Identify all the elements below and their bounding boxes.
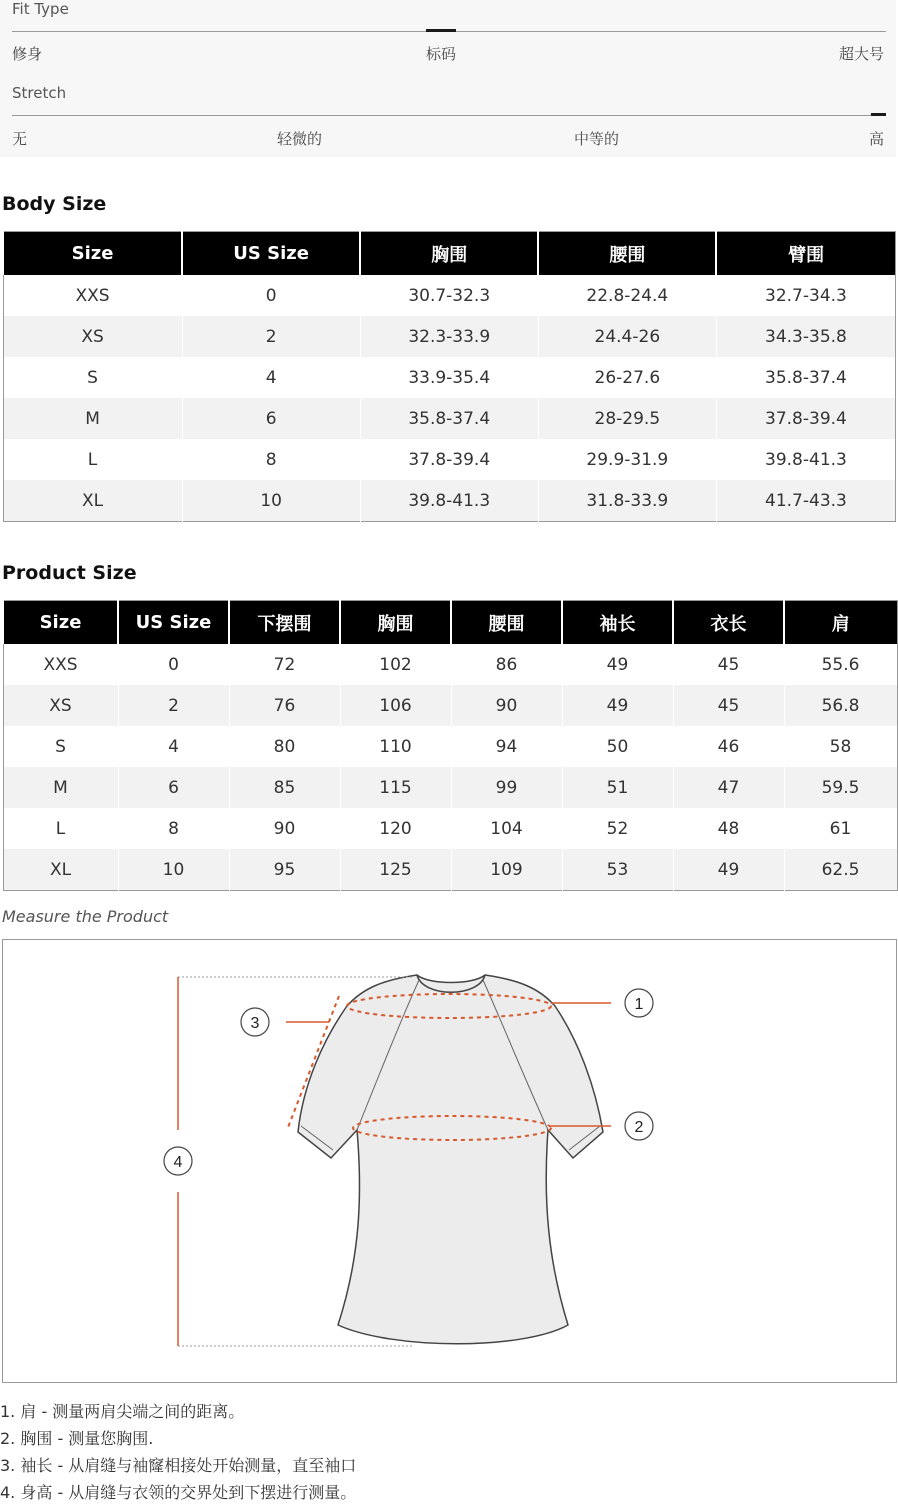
table-cell: 2	[118, 685, 229, 726]
header-waist: 腰围	[451, 601, 562, 645]
body-size-table	[2, 231, 896, 522]
table-cell: XXS	[3, 275, 182, 316]
table-cell: 37.8-39.4	[716, 398, 895, 439]
stretch-label-none: 无	[12, 130, 28, 148]
table-cell: XS	[3, 685, 118, 726]
table-cell: XXS	[3, 644, 118, 685]
stretch-marker	[871, 113, 886, 116]
table-cell: XL	[3, 480, 182, 522]
table-cell: 29.9-31.9	[538, 439, 716, 480]
table-cell: S	[3, 357, 182, 398]
table-cell: 8	[118, 808, 229, 849]
table-cell: 104	[451, 808, 562, 849]
table-cell: 49	[562, 644, 673, 685]
fit-label-oversize: 超大号	[838, 45, 884, 63]
table-cell: 6	[118, 767, 229, 808]
header-us-size: US Size	[118, 601, 229, 645]
table-cell: 28-29.5	[538, 398, 716, 439]
table-cell: 62.5	[784, 849, 897, 891]
marker-4-label: 4	[173, 1154, 183, 1171]
table-row	[3, 685, 897, 726]
fit-stretch-panel	[0, 0, 896, 157]
marker-1	[625, 989, 653, 1017]
table-cell: 59.5	[784, 767, 897, 808]
table-cell: 58	[784, 726, 897, 767]
table-row	[3, 398, 896, 439]
table-cell: L	[3, 808, 118, 849]
table-cell: 90	[451, 685, 562, 726]
table-cell: 32.3-33.9	[360, 316, 538, 357]
fit-label-slim: 修身	[12, 45, 43, 63]
table-cell: 51	[562, 767, 673, 808]
table-cell: 125	[340, 849, 451, 891]
header-arm: 臂围	[716, 232, 895, 276]
table-cell: 10	[182, 480, 360, 522]
table-row	[3, 849, 897, 891]
marker-3-label: 3	[250, 1015, 260, 1032]
note-shoulder: 1. 肩 - 测量两肩尖端之间的距离。	[0, 1402, 245, 1421]
stretch-title: Stretch	[12, 84, 67, 102]
table-cell: XL	[3, 849, 118, 891]
table-cell: 99	[451, 767, 562, 808]
measure-caption: Measure the Product	[2, 907, 169, 926]
header-us-size: US Size	[182, 232, 360, 276]
table-cell: 49	[562, 685, 673, 726]
body-size-header-row	[3, 232, 896, 276]
header-hem: 下摆围	[229, 601, 340, 645]
table-cell: L	[3, 439, 182, 480]
table-row	[3, 439, 896, 480]
table-cell: 115	[340, 767, 451, 808]
table-cell: 50	[562, 726, 673, 767]
table-cell: 35.8-37.4	[360, 398, 538, 439]
table-cell: 26-27.6	[538, 357, 716, 398]
table-row	[3, 275, 896, 316]
note-chest: 2. 胸围 - 测量您胸围.	[0, 1429, 154, 1448]
table-cell: 39.8-41.3	[360, 480, 538, 522]
table-cell: 53	[562, 849, 673, 891]
product-size-header-row	[3, 601, 897, 645]
table-cell: 90	[229, 808, 340, 849]
table-cell: 102	[340, 644, 451, 685]
header-sleeve: 袖长	[562, 601, 673, 645]
table-row	[3, 480, 896, 522]
table-cell: 4	[118, 726, 229, 767]
marker-2-label: 2	[634, 1119, 644, 1136]
measure-diagram	[2, 939, 897, 1383]
fit-label-standard: 标码	[426, 45, 457, 63]
table-cell: 56.8	[784, 685, 897, 726]
table-cell: 4	[182, 357, 360, 398]
tshirt-diagram	[3, 940, 896, 1382]
table-cell: 37.8-39.4	[360, 439, 538, 480]
fit-type-marker	[426, 29, 456, 32]
measure-notes	[0, 1398, 356, 1506]
table-cell: 120	[340, 808, 451, 849]
table-cell: 94	[451, 726, 562, 767]
product-size-table	[2, 600, 898, 891]
table-row	[3, 726, 897, 767]
table-cell: 39.8-41.3	[716, 439, 895, 480]
product-size-title: Product Size	[2, 562, 137, 584]
table-cell: 52	[562, 808, 673, 849]
table-cell: 109	[451, 849, 562, 891]
table-cell: 76	[229, 685, 340, 726]
header-chest: 胸围	[360, 232, 538, 276]
table-cell: 49	[673, 849, 784, 891]
table-cell: 34.3-35.8	[716, 316, 895, 357]
header-size: Size	[3, 232, 182, 276]
table-row	[3, 357, 896, 398]
table-cell: 31.8-33.9	[538, 480, 716, 522]
marker-4	[164, 1147, 192, 1175]
note-sleeve: 3. 袖长 - 从肩缝与袖窿相接处开始测量，直至袖口	[0, 1456, 357, 1475]
table-cell: XS	[3, 316, 182, 357]
table-cell: 110	[340, 726, 451, 767]
table-cell: 22.8-24.4	[538, 275, 716, 316]
table-cell: M	[3, 398, 182, 439]
table-cell: 45	[673, 685, 784, 726]
header-shoulder: 肩	[784, 601, 897, 645]
table-row	[3, 644, 897, 685]
table-cell: 106	[340, 685, 451, 726]
header-chest: 胸围	[340, 601, 451, 645]
table-cell: 61	[784, 808, 897, 849]
stretch-label-medium: 中等的	[574, 130, 620, 148]
table-cell: 95	[229, 849, 340, 891]
tshirt-outline	[298, 975, 603, 1344]
marker-2	[625, 1112, 653, 1140]
table-row	[3, 767, 897, 808]
table-cell: 46	[673, 726, 784, 767]
table-row	[3, 808, 897, 849]
table-cell: 55.6	[784, 644, 897, 685]
table-cell: 72	[229, 644, 340, 685]
stretch-label-slight: 轻微的	[277, 130, 323, 148]
note-length: 4. 身高 - 从肩缝与衣领的交界处到下摆进行测量。	[0, 1483, 357, 1502]
stretch-label-high: 高	[868, 130, 884, 148]
table-cell: 80	[229, 726, 340, 767]
table-cell: 47	[673, 767, 784, 808]
header-size: Size	[3, 601, 118, 645]
table-cell: 35.8-37.4	[716, 357, 895, 398]
table-cell: 45	[673, 644, 784, 685]
stretch-track	[12, 115, 886, 116]
marker-1-label: 1	[634, 996, 644, 1013]
table-cell: 48	[673, 808, 784, 849]
table-cell: M	[3, 767, 118, 808]
table-cell: 2	[182, 316, 360, 357]
table-row	[3, 316, 896, 357]
table-cell: 8	[182, 439, 360, 480]
table-cell: 24.4-26	[538, 316, 716, 357]
table-cell: 10	[118, 849, 229, 891]
table-cell: 33.9-35.4	[360, 357, 538, 398]
table-cell: 86	[451, 644, 562, 685]
table-cell: 0	[182, 275, 360, 316]
table-cell: 85	[229, 767, 340, 808]
table-cell: 32.7-34.3	[716, 275, 895, 316]
table-cell: 6	[182, 398, 360, 439]
fit-type-title: Fit Type	[12, 0, 69, 18]
header-length: 衣长	[673, 601, 784, 645]
table-cell: 0	[118, 644, 229, 685]
body-size-title: Body Size	[2, 193, 107, 215]
header-waist: 腰围	[538, 232, 716, 276]
marker-3	[241, 1008, 269, 1036]
table-cell: 41.7-43.3	[716, 480, 895, 522]
table-cell: 30.7-32.3	[360, 275, 538, 316]
table-cell: S	[3, 726, 118, 767]
